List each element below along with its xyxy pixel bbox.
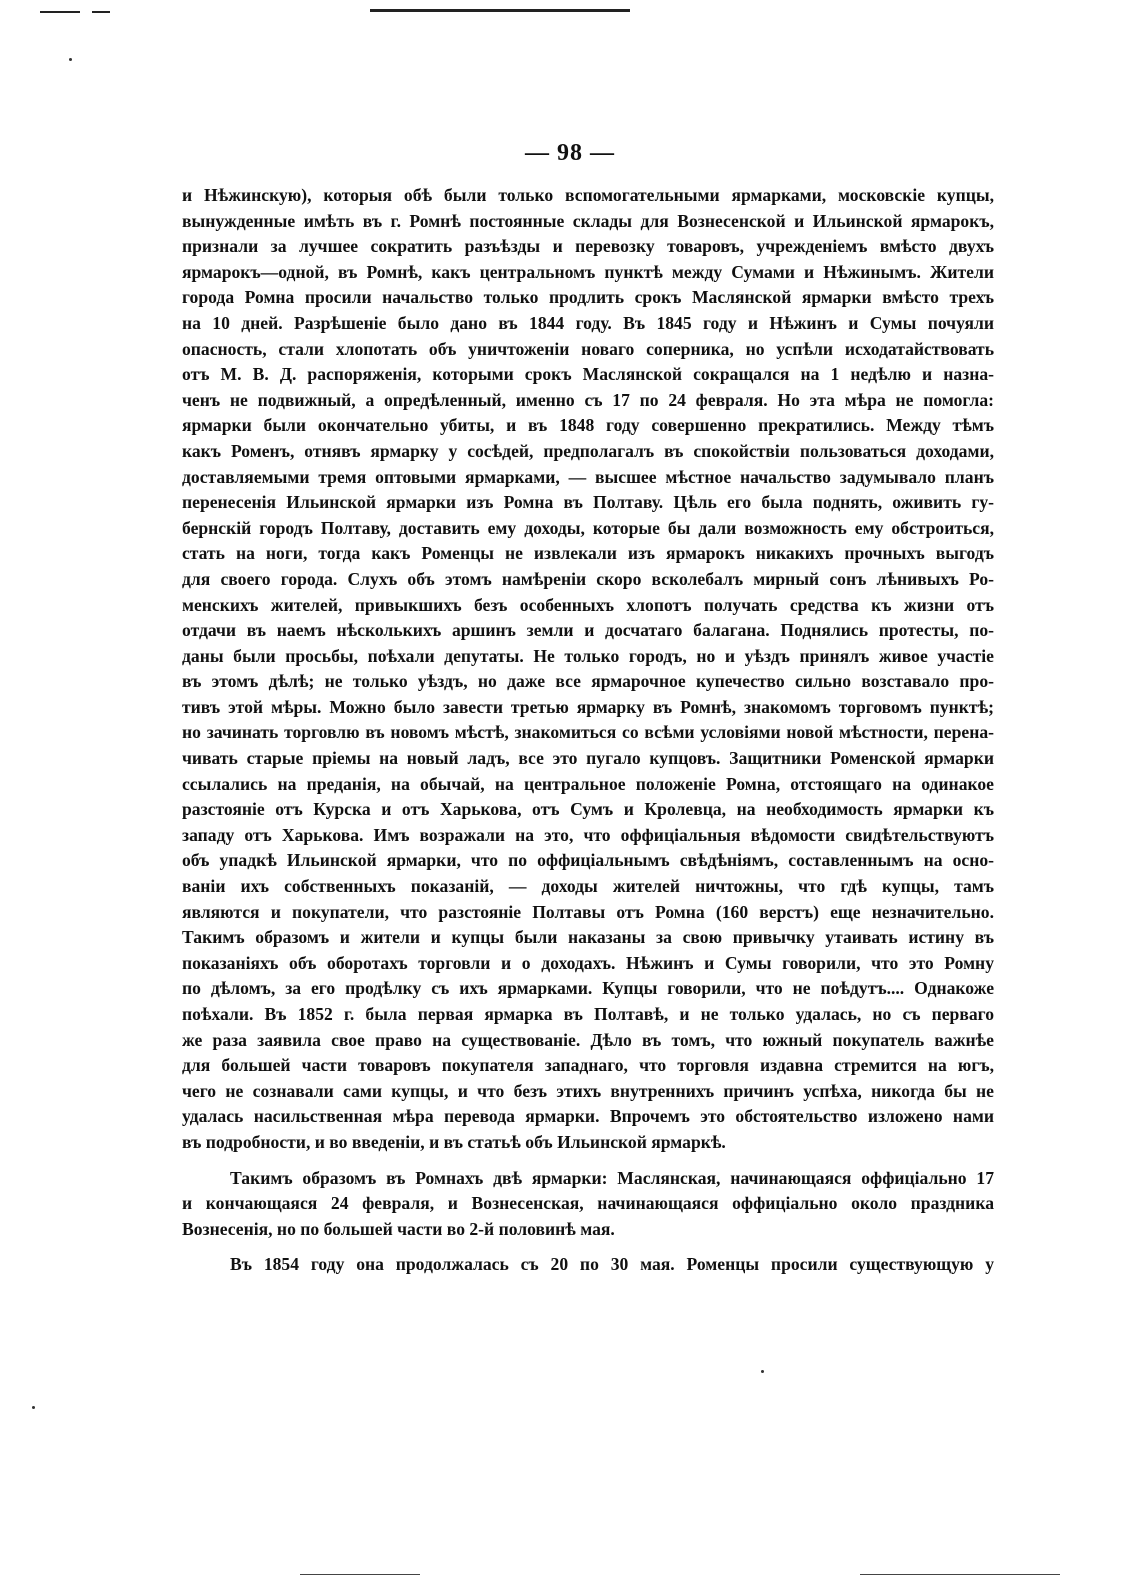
text-line: западу отъ Харькова. Имъ возражали на это, что оффиціальныя вѣдомости свидѣтельствуютъ (182, 824, 994, 845)
text-line: вынужденные имѣть въ г. Ромнѣ постоянные склады для Вознесенской и Ильинской ярмарокъ, (182, 210, 994, 231)
text-line: какъ Роменъ, отнявъ ярмарку у сосѣдей, предполагалъ въ спокойствіи пользоваться доходами, (182, 440, 994, 461)
text-line: отъ М. В. Д. распоряженія, которыми срокъ Маслянской сокращался на 1 недѣлю и назна- (182, 364, 994, 385)
text-line: города Ромна просили начальство только продлить срокъ Маслянской ярмарки вмѣсто трехъ (182, 287, 994, 308)
paragraph-2 (182, 1166, 994, 1243)
text-line: объ упадкѣ Ильинской ярмарки, что по оффиціальнымъ свѣдѣніямъ, составленнымъ на осно- (182, 850, 994, 871)
text-line: удалась насильственная мѣра перевода ярмарки. Впрочемъ это обстоятельство изложено нами (182, 1106, 994, 1127)
text-line: отдачи въ наемъ нѣсколькихъ аршинъ земли и досчатаго балагана. Поднялись протесты, по- (182, 620, 994, 641)
text-line: разстояніе отъ Курска и отъ Харькова, отъ Сумъ и Кролевца, на необходимость ярмарки къ (182, 799, 994, 820)
text-line: Такимъ образомъ въ Ромнахъ двѣ ярмарки: Маслянская, начинающаяся оффиціально 17 (230, 1167, 994, 1188)
text-line: тивъ этой мѣры. Можно было завести третью ярмарку въ Ромнѣ, знакомомъ торговомъ пунктѣ; (182, 696, 994, 717)
scan-speck (32, 1406, 35, 1409)
text-line: являются и покупатели, что разстояніе Полтавы отъ Ромна (160 верстъ) еще незначительно. (182, 901, 994, 922)
text-line: признали за лучшее сократить разъѣзды и перевозку товаровъ, учрежденіемъ вмѣсто двухъ (182, 236, 994, 257)
scan-speck (761, 1370, 764, 1373)
scan-speck (69, 58, 72, 61)
paragraph-1 (182, 183, 994, 1156)
paragraph-3 (182, 1252, 994, 1278)
page-number: — 98 — (525, 140, 615, 166)
text-line: даны были просьбы, поѣхали депутаты. Не только городъ, но и уѣздъ принялъ живое участіе (182, 645, 994, 666)
text-line: перенесенія Ильинской ярмарки изъ Ромна въ Полтаву. Цѣль его была поднять, оживить гу- (182, 492, 994, 513)
scan-mark (300, 1574, 420, 1575)
text-line: стать на ноги, тогда какъ Роменцы не извлекали изъ ярмарокъ никакихъ прочныхъ выгодъ (182, 543, 994, 564)
text-line: чего не сознавали сами купцы, и что безъ этихъ внутреннихъ причинъ успѣха, никогда бы не (182, 1080, 994, 1101)
text-line: и Нѣжинскую), которыя обѣ были только вспомогательными ярмарками, московскіе купцы, (182, 185, 994, 205)
text-line: бернскій городъ Полтаву, доставить ему доходы, которые бы дали возможность ему обстроиться, (182, 517, 994, 538)
text-line: опасность, стали хлопотать объ уничтоженіи новаго соперника, но успѣли исходатайствовать (182, 338, 994, 359)
text-line: въ подробности, и во введеніи, и въ статьѣ объ Ильинской ярмаркѣ. (182, 1131, 726, 1152)
text-line: менскихъ жителей, привыкшихъ безъ особенныхъ хлопотъ получать средства къ жизни отъ (182, 594, 994, 615)
text-line: же раза заявила свое право на существованіе. Дѣло въ томъ, что южный покупатель важнѣе (182, 1029, 994, 1050)
text-line: въ этомъ дѣлѣ; не только уѣздъ, но даже все ярмарочное купечество сильно возставало про- (182, 671, 994, 692)
scan-mark (40, 11, 80, 13)
text-line: ярмарокъ—одной, въ Ромнѣ, какъ центральномъ пунктѣ между Сумами и Нѣжинымъ. Жители (182, 261, 994, 282)
text-line: Въ 1854 году она продолжалась съ 20 по 30 мая. Роменцы просили существующую у (230, 1254, 994, 1275)
text-line: на 10 дней. Разрѣшеніе было дано въ 1844 году. Въ 1845 году и Нѣжинъ и Сумы почуяли (182, 312, 994, 333)
text-line: поѣхали. Въ 1852 г. была первая ярмарка въ Полтавѣ, и не только удалась, но съ перваго (182, 1004, 994, 1024)
scan-mark (370, 9, 630, 12)
scan-bottom-edge (300, 1574, 1100, 1577)
text-line: и кончающаяся 24 февраля, и Вознесенская, начинающаяся оффиціально около праздника (182, 1193, 994, 1214)
text-line: ярмарки были окончательно убиты, и въ 1848 году совершенно прекратились. Между тѣмъ (182, 415, 994, 436)
text-line: Такимъ образомъ и жители и купцы были наказаны за свою привычку утаивать истину въ (182, 927, 994, 948)
text-line: показаніяхъ объ оборотахъ торговли и о доходахъ. Нѣжинъ и Сумы говорили, что это Ромну (182, 952, 994, 973)
text-line: Вознесенія, но по большей части во 2-й половинѣ мая. (182, 1218, 615, 1239)
text-line: для своего города. Слухъ объ этомъ намѣреніи скоро всколебалъ мирный сонъ лѣнивыхъ Ро- (182, 568, 994, 589)
text-line: чивать старые пріемы на новый ладъ, все это пугало купцовъ. Защитники Роменской ярмарки (182, 748, 994, 769)
text-line: ссылались на преданія, на обычай, на центральное положеніе Ромна, отстоящаго на одинакое (182, 773, 994, 794)
scan-top-edge (40, 8, 640, 14)
text-line: доставляемыми тремя оптовыми ярмарками, — высшее мѣстное начальство задумывало планъ (182, 466, 994, 487)
text-line: по дѣломъ, за его продѣлку съ ихъ ярмарками. Купцы говорили, что не поѣдутъ.... Однакоже (182, 978, 994, 999)
text-line: но зачинать торговлю въ новомъ мѣстѣ, знакомиться со всѣми условіями новой мѣстности, перена- (182, 722, 994, 743)
scan-mark (92, 11, 110, 13)
document-body (182, 183, 994, 1278)
text-line: ченъ не подвижный, а опредѣленный, именно съ 17 по 24 февраля. Но эта мѣра не помогла: (182, 389, 994, 410)
text-line: ваніи ихъ собственныхъ показаній, — доходы жителей ничтожны, что гдѣ купцы, тамъ (182, 876, 994, 897)
scan-mark (860, 1574, 1060, 1575)
text-line: для большей части товаровъ покупателя западнаго, что торговля издавна стремится на югъ, (182, 1055, 994, 1076)
